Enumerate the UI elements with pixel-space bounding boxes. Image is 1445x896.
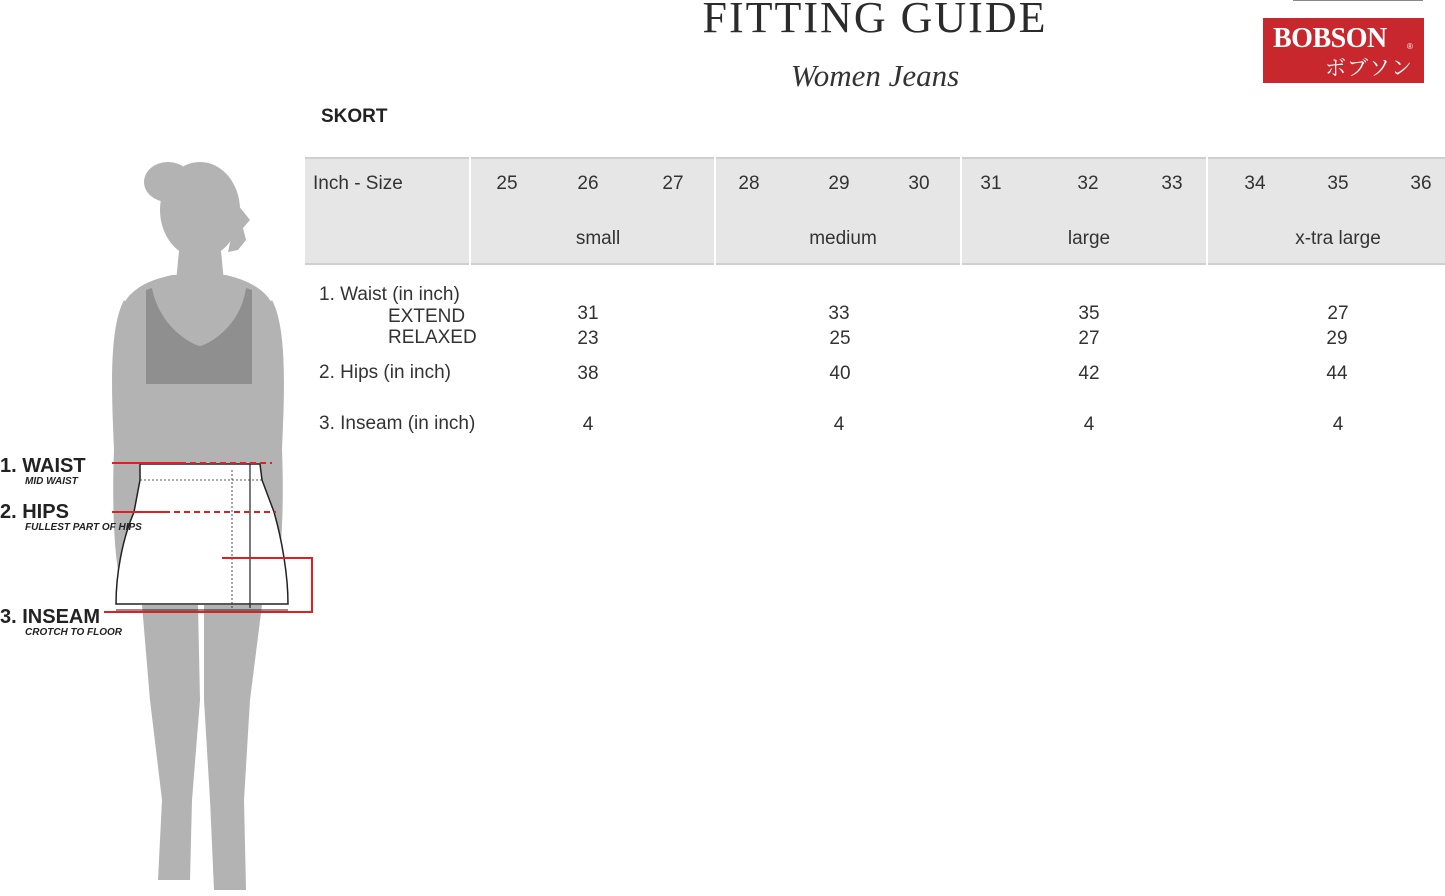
logo-katakana: ボブソン (1325, 56, 1413, 80)
hips-measure-label: 2. HIPS FULLEST PART OF HIPS (0, 501, 142, 533)
page-title: FITTING GUIDE (702, 0, 1048, 42)
logo-reg: ® (1407, 42, 1413, 51)
group-cell: x-tra large (1295, 228, 1381, 249)
waist-relaxed-value: 25 (829, 328, 851, 349)
inseam-label: 3. Inseam (in inch) (319, 413, 476, 434)
size-cell: 27 (662, 173, 684, 194)
logo-rule (1293, 0, 1423, 1)
size-cell: 34 (1244, 173, 1266, 194)
waist-relaxed-value: 23 (577, 328, 599, 349)
size-cell: 35 (1327, 173, 1349, 194)
inseam-value: 4 (1083, 414, 1095, 435)
hips-value: 44 (1326, 363, 1348, 384)
waist-extend-value: 27 (1327, 303, 1349, 324)
size-header-row (305, 157, 1445, 211)
hips-label: 2. Hips (in inch) (319, 362, 451, 383)
size-label: Inch - Size (313, 173, 403, 194)
group-cell: small (575, 228, 621, 249)
column-divider (1206, 157, 1208, 265)
inseam-value: 4 (1332, 414, 1344, 435)
waist-relaxed-value: 27 (1078, 328, 1100, 349)
page-subtitle: Women Jeans (790, 58, 960, 93)
column-divider (469, 157, 471, 265)
size-cell: 29 (828, 173, 850, 194)
size-cell: 28 (738, 173, 760, 194)
inseam-measure-label: 3. INSEAM CROTCH TO FLOOR (0, 606, 123, 638)
logo-brand: BOBSON (1273, 23, 1387, 54)
waist-extend-value: 35 (1078, 303, 1100, 324)
group-cell: medium (809, 228, 877, 249)
product-name: SKORT (321, 106, 388, 127)
hips-value: 38 (577, 363, 599, 384)
column-divider (714, 157, 716, 265)
hips-value: 40 (829, 363, 851, 384)
size-cell: 31 (980, 173, 1002, 194)
waist-extend-value: 33 (828, 303, 850, 324)
waist-label: 1. Waist (in inch) (319, 284, 460, 305)
size-cell: 36 (1410, 173, 1432, 194)
inseam-value: 4 (582, 414, 594, 435)
size-cell: 32 (1077, 173, 1099, 194)
extend-label: EXTEND (388, 306, 466, 327)
size-cell: 33 (1161, 173, 1183, 194)
waist-relaxed-value: 29 (1326, 328, 1348, 349)
size-cell: 25 (496, 173, 518, 194)
group-cell: large (1067, 228, 1111, 249)
size-cell: 30 (908, 173, 930, 194)
brand-logo (1263, 18, 1424, 83)
waist-extend-value: 31 (577, 303, 599, 324)
hips-value: 42 (1078, 363, 1100, 384)
size-cell: 26 (577, 173, 599, 194)
waist-measure-label: 1. WAIST MID WAIST (0, 455, 86, 487)
column-divider (960, 157, 962, 265)
relaxed-label: RELAXED (388, 327, 477, 348)
inseam-value: 4 (833, 414, 845, 435)
